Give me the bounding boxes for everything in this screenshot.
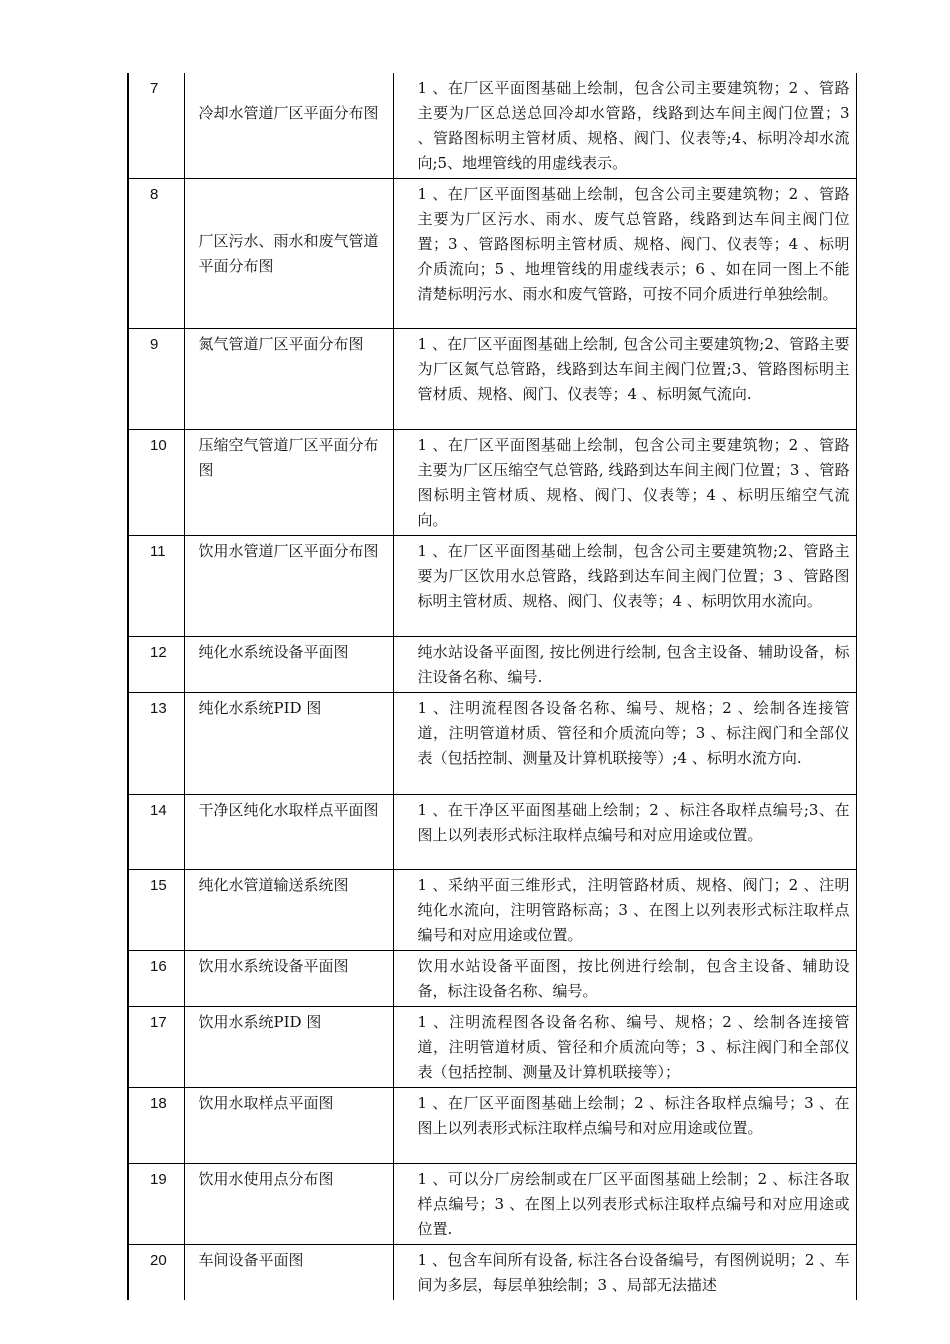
table-row [128,637,856,693]
table-row [128,1007,856,1088]
drawing-requirements: 1 、在干净区平面图基础上绘制；2 、标注各取样点编号;3、在图上以列表形式标注取样点编号和对应用途或位置。 [393,795,856,870]
drawing-name [184,951,393,1007]
table-row [128,870,856,951]
drawing-requirements: 1 、在厂区平面图基础上绘制，包含公司主要建筑物;2、管路主要为厂区饮用水总管路，线路到达车间主阀门位置；3 、管路图标明主管材质、规格、阀门、仪表等；4 、标明饮用水流向。 [393,536,856,637]
drawing-requirements: 1 、包含车间所有设备, 标注各台设备编号，有图例说明；2 、车间为多层，每层单独绘制；3 、局部无法描述 [393,1245,856,1301]
drawing-name-text: 饮用水管道厂区平面分布图 [198,542,379,560]
row-number: 15 [128,870,184,951]
drawing-requirements: 1 、在厂区平面图基础上绘制, 包含公司主要建筑物;2、管路主要为厂区氮气总管路，线路到达车间主阀门位置;3、管路图标明主管材质、规格、阀门、仪表等；4 、标明氮气流向. [393,329,856,430]
drawing-name-text: 饮用水系统PID 图 [198,1013,322,1031]
row-number: 16 [128,951,184,1007]
drawing-name-text: 压缩空气管道厂区平面分布图 [198,436,379,479]
row-number: 17 [128,1007,184,1088]
table-row [128,329,856,430]
drawing-name [184,795,393,870]
drawing-name [184,179,393,329]
drawing-name-text: 饮用水取样点平面图 [198,1094,334,1112]
drawing-requirements-table [127,73,857,1300]
drawing-name-text: 纯化水系统PID 图 [198,699,322,717]
drawing-name-text: 纯化水系统设备平面图 [198,643,349,661]
drawing-requirements: 纯水站设备平面图, 按比例进行绘制, 包含主设备、辅助设备，标注设备名称、编号. [393,637,856,693]
drawing-name [184,693,393,795]
drawing-requirements: 1 、注明流程图各设备名称、编号、规格；2 、绘制各连接管道，注明管道材质、管径和介质流向等；3 、标注阀门和全部仪表（包括控制、测量及计算机联接等）； [393,1007,856,1088]
drawing-requirements: 1 、在厂区平面图基础上绘制，包含公司主要建筑物；2 、管路主要为厂区压缩空气总管路, 线路到达车间主阀门位置；3 、管路图标明主管材质、规格、阀门、仪表等；4 、标明压缩空气流向。 [393,430,856,536]
row-number: 8 [128,179,184,329]
table-row [128,951,856,1007]
drawing-name-text: 冷却水管道厂区平面分布图 [198,104,379,122]
drawing-requirements: 1 、在厂区平面图基础上绘制，包含公司主要建筑物；2 、管路主要为厂区污水、雨水、废气总管路，线路到达车间主阀门位置；3 、管路图标明主管材质、规格、阀门、仪表等；4 、标明介质流向；5 、地埋管线的用虚线表示；6 、如在同一图上不能清楚标明污水、雨水和废气管路，可按不同介质进行单独绘制。 [393,179,856,329]
row-number: 11 [128,536,184,637]
drawing-requirements: 1 、在厂区平面图基础上绘制；2 、标注各取样点编号；3 、在图上以列表形式标注取样点编号和对应用途或位置。 [393,1088,856,1164]
table-row [128,179,856,329]
drawing-name-text: 厂区污水、雨水和废气管道平面分布图 [198,232,379,275]
row-number: 14 [128,795,184,870]
row-number: 7 [128,73,184,179]
table-row [128,1164,856,1245]
drawing-name [184,73,393,179]
drawing-name [184,1164,393,1245]
row-number: 13 [128,693,184,795]
row-number: 9 [128,329,184,430]
table-row [128,536,856,637]
drawing-requirements: 饮用水站设备平面图，按比例进行绘制，包含主设备、辅助设备，标注设备名称、编号。 [393,951,856,1007]
table-row [128,73,856,179]
drawing-name [184,1088,393,1164]
drawing-name [184,430,393,536]
drawing-name-text: 干净区纯化水取样点平面图 [198,801,379,819]
drawing-requirements: 1 、在厂区平面图基础上绘制，包含公司主要建筑物；2 、管路主要为厂区总送总回冷却水管路，线路到达车间主阀门位置；3 、管路图标明主管材质、规格、阀门、仪表等;4、标明冷却水流向;5、地埋管线的用虚线表示。 [393,73,856,179]
drawing-requirements: 1 、采纳平面三维形式，注明管路材质、规格、阀门；2 、注明纯化水流向，注明管路标高；3 、在图上以列表形式标注取样点编号和对应用途或位置。 [393,870,856,951]
row-number: 18 [128,1088,184,1164]
drawing-name-text: 氮气管道厂区平面分布图 [198,335,364,353]
drawing-name [184,329,393,430]
drawing-name [184,1245,393,1301]
drawing-name [184,1007,393,1088]
row-number: 10 [128,430,184,536]
row-number: 19 [128,1164,184,1245]
drawing-name [184,536,393,637]
drawing-name-text: 纯化水管道输送系统图 [198,876,349,894]
table-row [128,430,856,536]
table-row [128,693,856,795]
drawing-name [184,637,393,693]
table-row [128,1245,856,1301]
drawing-name [184,870,393,951]
drawing-name-text: 饮用水使用点分布图 [198,1170,334,1188]
table-row [128,795,856,870]
table-row [128,1088,856,1164]
drawing-requirements: 1 、可以分厂房绘制或在厂区平面图基础上绘制；2 、标注各取样点编号；3 、在图上以列表形式标注取样点编号和对应用途或位置. [393,1164,856,1245]
row-number: 12 [128,637,184,693]
drawing-name-text: 车间设备平面图 [198,1251,304,1269]
drawing-name-text: 饮用水系统设备平面图 [198,957,349,975]
drawing-requirements: 1 、注明流程图各设备名称、编号、规格；2 、绘制各连接管道，注明管道材质、管径和介质流向等；3 、标注阀门和全部仪表（包括控制、测量及计算机联接等）;4 、标明水流方向. [393,693,856,795]
row-number: 20 [128,1245,184,1301]
